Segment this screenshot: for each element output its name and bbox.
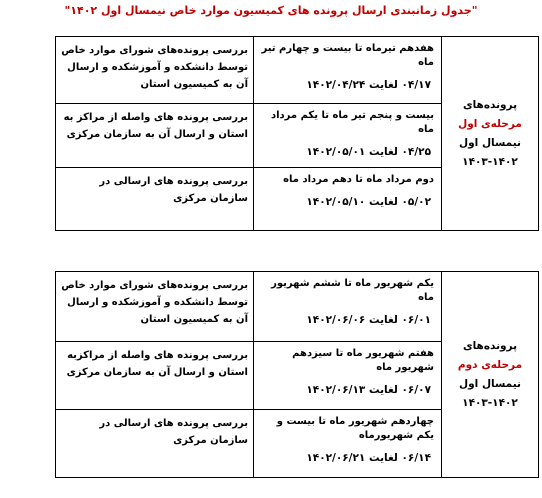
date-period-text: هفتم شهریور ماه تا سیزدهم شهریور ماه bbox=[292, 348, 434, 373]
activity-text: بررسی پرونده‌های شورای موارد خاص توسط دانشکده و آموزشکده و ارسال آن به کمیسیون استان bbox=[61, 280, 248, 325]
stage-label-year: ۱۴۰۳-۱۴۰۲ bbox=[462, 396, 518, 409]
stage-label-semester: نیمسال اول bbox=[459, 136, 521, 149]
date-cell bbox=[254, 104, 442, 168]
activity-text: بررسی پرونده های واصله از مراکزبه استان و ارسال آن به سازمان مرکزی bbox=[66, 350, 248, 378]
activity-cell bbox=[56, 272, 254, 342]
date-cell bbox=[254, 272, 442, 342]
date-range-text: ۰۴/۱۷ لغایت ۱۴۰۲/۰۴/۲۴ bbox=[306, 79, 431, 91]
activity-cell bbox=[56, 410, 254, 478]
stage-label-stage: مرحله‌ی اول bbox=[458, 117, 522, 130]
table-row bbox=[56, 272, 539, 342]
date-range-text: ۰۶/۰۱ لغایت ۱۴۰۲/۰۶/۰۶ bbox=[306, 314, 431, 326]
schedule-table-stage-1 bbox=[55, 36, 539, 231]
stage-label-line: پرونده‌های bbox=[462, 339, 518, 352]
date-range-text: ۰۴/۲۵ لغایت ۱۴۰۲/۰۵/۰۱ bbox=[306, 146, 431, 158]
date-range-text: ۰۶/۰۷ لغایت ۱۴۰۲/۰۶/۱۳ bbox=[306, 384, 431, 396]
stage-label-cell bbox=[442, 37, 539, 231]
date-cell bbox=[254, 37, 442, 104]
stage-label-year: ۱۴۰۳-۱۴۰۲ bbox=[462, 155, 518, 168]
stage-label-semester: نیمسال اول bbox=[459, 377, 521, 390]
date-period-text: یکم شهریور ماه تا ششم شهریور ماه bbox=[271, 278, 434, 303]
date-period-text: بیست و پنجم تیر ماه تا یکم مرداد ماه bbox=[270, 110, 434, 135]
activity-text: بررسی پرونده های ارسالی در سازمان مرکزی bbox=[99, 176, 248, 204]
activity-cell bbox=[56, 104, 254, 168]
document-title: "جدول زمانبندی ارسال پرونده های کمیسیون موارد خاص نیمسال اول ۱۴۰۲" bbox=[64, 4, 478, 17]
activity-cell bbox=[56, 342, 254, 410]
activity-cell bbox=[56, 37, 254, 104]
schedule-table-stage-2 bbox=[55, 271, 539, 478]
stage-label-stage: مرحله‌ی دوم bbox=[457, 358, 523, 371]
date-cell bbox=[254, 168, 442, 231]
activity-text: بررسی پرونده‌های شورای موارد خاص توسط دانشکده و آموزشکده و ارسال آن به کمیسیون استان bbox=[61, 45, 248, 90]
date-period-text: چهاردهم شهریور ماه تا بیست و یکم شهریورماه bbox=[276, 416, 434, 441]
date-period-text: هفدهم تیرماه تا بیست و چهارم تیر ماه bbox=[261, 43, 434, 68]
date-range-text: ۰۶/۱۴ لغایت ۱۴۰۲/۰۶/۲۱ bbox=[306, 452, 431, 464]
date-cell bbox=[254, 410, 442, 478]
stage-label-line: پرونده‌های bbox=[462, 98, 518, 111]
date-cell bbox=[254, 342, 442, 410]
date-period-text: دوم مرداد ماه تا دهم مرداد ماه bbox=[283, 174, 434, 185]
activity-text: بررسی پرونده های واصله از مراکز به استان و ارسال آن به سازمان مرکزی bbox=[63, 112, 248, 140]
stage-label-cell bbox=[442, 272, 539, 478]
table-row bbox=[56, 37, 539, 104]
date-range-text: ۰۵/۰۲ لغایت ۱۴۰۲/۰۵/۱۰ bbox=[306, 196, 431, 208]
activity-cell bbox=[56, 168, 254, 231]
activity-text: بررسی پرونده های ارسالی در سازمان مرکزی bbox=[99, 418, 248, 446]
